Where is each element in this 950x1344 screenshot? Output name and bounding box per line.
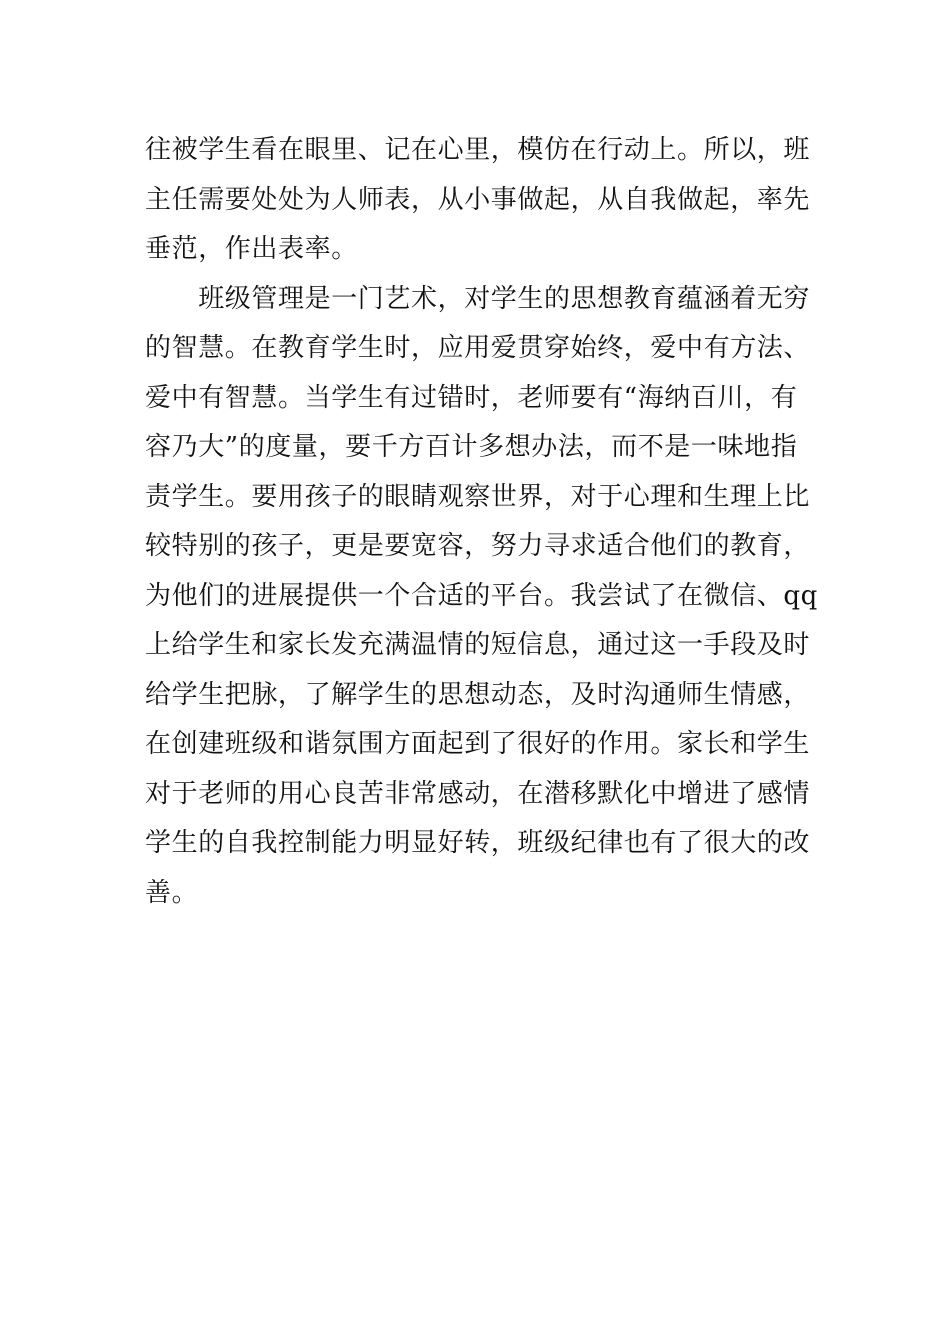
body-text: [145, 126, 818, 918]
text-line: 容乃大”的度量，要千方百计多想办法，而不是一味地指: [145, 432, 798, 462]
text-line: 上给学生和家长发充满温情的短信息，通过这一手段及时: [145, 630, 811, 660]
text-line: 给学生把脉，了解学生的思想动态，及时沟通师生情感，: [145, 679, 811, 710]
text-line: 为他们的进展提供一个合适的平台。我尝试了在微信、qq: [145, 580, 818, 611]
text-line: 对于老师的用心良苦非常感动，在潜移默化中增进了感情: [145, 778, 811, 809]
text-line: 爱中有智慧。当学生有过错时，老师要有“海纳百川，有: [145, 382, 798, 413]
text-line: 的智慧。在教育学生时，应用爱贯穿始终，爱中有方法、: [145, 333, 811, 363]
text-line: 较特别的孩子，更是要宽容，努力寻求适合他们的教育，: [145, 531, 811, 561]
text-line: 在创建班级和谐氛围方面起到了很好的作用。家长和学生: [145, 729, 811, 759]
text-line: 垂范，作出表率。: [145, 234, 358, 264]
text-line: 班级管理是一门艺术，对学生的思想教育蕴涵着无穷: [145, 283, 811, 314]
text-line: 主任需要处处为人师表，从小事做起，从自我做起，率先: [145, 184, 811, 215]
text-line: 善。: [145, 877, 199, 908]
text-line: 往被学生看在眼里、记在心里，模仿在行动上。所以，班: [145, 135, 811, 165]
text-line: 责学生。要用孩子的眼睛观察世界，对于心理和生理上比: [145, 481, 811, 512]
text-line: 学生的自我控制能力明显好转，班级纪律也有了很大的改: [145, 828, 811, 858]
